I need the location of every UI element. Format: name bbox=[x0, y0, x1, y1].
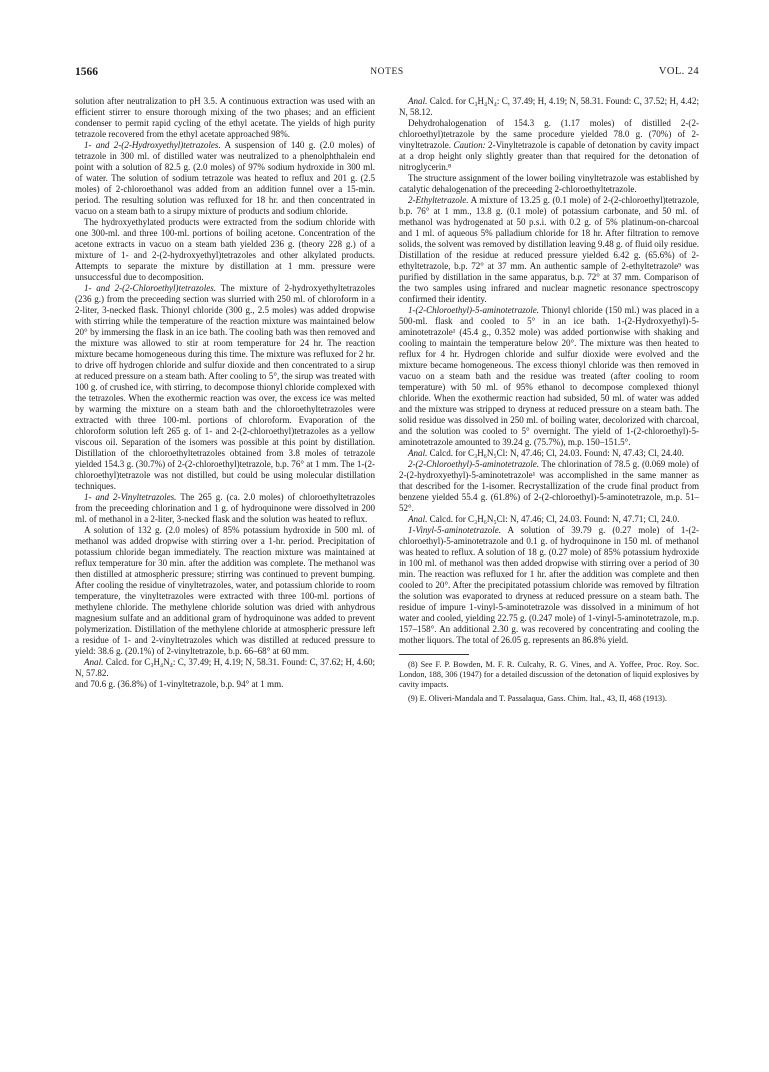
paragraph bbox=[75, 283, 375, 492]
paragraph bbox=[399, 195, 699, 305]
footnote-8: (8) See F. P. Bowden, M. F. R. Culcahy, R. G. Vines, and A. Yoffee, Proc. Roy. Soc. London, 188, 306 (1947) for a detailed discussion of the detonation of liquid explosives by cavity impacts. bbox=[399, 660, 699, 689]
left-column bbox=[75, 96, 375, 690]
paragraph-text: The mixture of 2-hydroxyethyltetrazoles (236 g.) from the preceeding section was slurried with 250 ml. of chloroform in a 2-liter, 3-necked flask. Thionyl chloride (300 g., 2.5 moles) was added dropwise with stirring while the temperature of the reaction mixture was maintained below 20° by immersing the flask in an ice bath. The cooling bath was then removed and the mixture was allowed to stir at room temperature for 24 hr. The reaction mixture became homogeneous during this time. The mixture was refluxed for 2 hr. to drive off hydrogen chloride and sulfur dioxide and then concentrated to a sirup at reduced pressure on a steam bath. After cooling to 5°, the sirup was treated with 100 g. of crushed ice, with stirring, to decompose thionyl chloride complexed with the tetrazoles. When the exothermic reaction was over, the excess ice was melted by warming the mixture on a steam bath and the chloroethyltetrazoles were extracted with three 100-ml. portions of chloroform. Evaporation of the chloroform solution left 265 g. of 1- and 2-(2-chloroethyl)tetrazoles as a yellow viscous oil. Separation of the isomers was possible at this point by distillation. Distillation of the chloroethyltetrazoles obtained from 3.8 moles of tetrazole yielded 154.3 g. (30.7%) of 2-(2-chloroethyl)tetrazole, b.p. 76° at 1 mm. The 1-(2-chloroethyl)tetrazole was not distilled, but could be using molecular distillation techniques. bbox=[75, 283, 375, 491]
section-title: 2-Ethyltetrazole. bbox=[408, 195, 469, 205]
analysis-paragraph bbox=[399, 96, 699, 118]
paragraph: The hydroxyethylated products were extracted from the sodium chloride with one 300-ml. and three 100-ml. portions of boiling acetone. Concentration of the acetone extracts in vacuo on a steam bath yielded 236 g. (theory 228 g.) of a mixture of 1- and 2-(2-hydroxyethyl)tetrazoles and other alkylated products. Attempts to separate the mixture by distillation at 1 mm. pressure were unsuccessful due to decomposition. bbox=[75, 217, 375, 282]
analysis-label: Anal. bbox=[408, 448, 428, 458]
analysis-label: Anal. bbox=[408, 96, 428, 106]
paragraph: and 70.6 g. (36.8%) of 1-vinyltetrazole, b.p. 94° at 1 mm. bbox=[75, 679, 284, 689]
page-number: 1566 bbox=[75, 66, 98, 78]
page-header bbox=[75, 66, 699, 84]
paragraph: A solution of 132 g. (2.0 moles) of 85% potassium hydroxide in 500 ml. of methanol was added dropwise with stirring over a 1-hr. period. Precipitation of potassium chloride began immediately. The reaction mixture was maintained at reflux temperature for 30 min. after the addition was complete. The methanol was then distilled at atmospheric pressure; stirring was continued to prevent bumping. After cooling the residue of vinyltetrazoles, water, and potassium chloride to room temperature, the vinyltetrazoles were extracted with three 100-ml. portions of methylene chloride. The methylene chloride solution was dried with anhydrous magnesium sulfate and an additional gram of hydroquinone was added to prevent polymerization. Distillation of the methylene chloride at atmospheric pressure left a residue of 1- and 2-vinyltetrazoles which was distilled at reduced pressure to yield: 38.6 g. (20.1%) of 2-vinyltetrazole, b.p. 66–68° at 60 mm. bbox=[75, 525, 375, 656]
paragraph-text: Dehydrohalogenation of 154.3 g. (1.17 moles) of distilled 2-(2-chloroethyl)tetrazole by the same procedure yielded 78.0 g. (70%) of 2-vinyltetrazole. bbox=[399, 118, 699, 150]
section-title: 2-(2-Chloroethyl)-5-aminotetrazole. bbox=[408, 459, 540, 469]
section-title: 1-(2-Chloroethyl)-5-aminotetrazole. bbox=[408, 305, 540, 315]
paragraph-text: A mixture of 13.25 g. (0.1 mole) of 2-(2-chloroethyl)tetrazole, b.p. 76° at 1 mm., 13.8 g. (0.1 mole) of potassium carbonate, and 50 ml. of methanol was hydrogenated at 50 p.s.i. with 0.2 g. of 5% platinum-on-charcoal and 1 ml. of aqueous 5% palladium chloride for 18 hr. After filtration to remove solids, the solvent was removed by distillation leaving 9.48 g. of fluid oily residue. Distillation of the residue at reduced pressure yielded 6.42 g. (65.6%) of 2-ethyltetrazole, b.p. 72° at 37 mm. An authentic sample of 2-ethyltetrazole⁹ was purified by distillation in the same apparatus, b.p. 72° at 37 mm. Comparison of the two samples using infrared and nuclear magnetic resonance spectroscopy confirmed their identity. bbox=[399, 195, 699, 304]
section-title: 1- and 2-Vinyltetrazoles. bbox=[84, 492, 177, 502]
footnote-divider bbox=[399, 654, 469, 655]
paragraph bbox=[399, 305, 699, 448]
paragraph: The structure assignment of the lower boiling vinyltetrazole was established by catalytic dehalogenation of the preceeding 2-chloroethyltetrazole. bbox=[399, 173, 699, 194]
section-title: 1- and 2-(2-Hydroxyethyl)tetrazoles. bbox=[84, 140, 221, 150]
analysis-label: Anal. bbox=[408, 514, 428, 524]
paragraph-text: A solution of 39.79 g. (0.27 mole) of 1-(2-chloroethyl)-5-aminotetrazole and 0.1 g. of hydroquinone in 150 ml. of methanol was heated to reflux. A solution of 18 g. (0.27 mole) of 85% potassium hydroxide in 100 ml. of methanol was then added dropwise with stirring over a period of 30 min. The reaction was refluxed for 1 hr. after the addition was complete and then cooled to 20°. After the precipitated potassium chloride was removed by filtration the solution was evaporated to dryness at reduced pressure on a steam bath. The residue of impure 1-vinyl-5-aminotetrazole was dissolved in a minimum of hot water and cooled, yielding 22.75 g. (0.247 mole) of 1-vinyl-5-aminotetrazole, m.p. 157–158°. An additional 2.30 g. was recovered by concentrating and cooling the mother liquors. The total of 26.05 g. represents an 86.8% yield. bbox=[399, 525, 699, 645]
paragraph bbox=[75, 140, 375, 217]
paragraph bbox=[399, 459, 699, 514]
paragraph-text: Thionyl chloride (150 ml.) was placed in a 500-ml. flask and cooled to 5° in an ice bath. 1-(2-Hydroxyethyl)-5-aminotetrazole¹ (45.4 g., 0.352 mole) was added portionwise with shaking and cooling to maintain the temperature below 20°. The mixture was then heated to reflux for 4 hr. Hydrogen chloride and sulfur dioxide were evolved and the mixture became homogeneous. The excess thionyl chloride was then removed in vacuo on a steam bath and the residue was treated (after cooling to room temperature) with 50 ml. of 95% ethanol to decompose complexed thionyl chloride. When the exothermic reaction had subsided, 50 ml. of water was added and the mixture was stripped to dryness at reduced pressure on a steam bath. The solid residue was dissolved in 250 ml. of boiling water, decolorized with charcoal, and the solution was cooled to 5° overnight. The yield of 1-(2-chloroethyl)-5-aminotetrazole amounted to 39.24 g. (75.7%), m.p. 150–151.5°. bbox=[399, 305, 699, 447]
analysis-text: Calcd. for C₃H₆N₅Cl: N, 47.46; Cl, 24.03. Found: N, 47.71; Cl, 24.0. bbox=[427, 514, 680, 524]
paragraph: solution after neutralization to pH 3.5. A continuous extraction was used with an efficient stirrer to ensure thorough mixing of the two phases; and an efficient condenser to permit rapid cycling of the ethyl acetate. The yields of high purity tetrazole recovered from the ethyl acetate approached 98%. bbox=[75, 96, 375, 139]
caution-label: Caution: bbox=[453, 140, 486, 150]
analysis-text: Calcd. for C₃H₄N₄: C, 37.49; H, 4.19; N, 58.31. Found: C, 37.52; H, 4.42; N, 58.12. bbox=[399, 96, 699, 117]
analysis-paragraph bbox=[399, 448, 699, 459]
analysis-text: Calcd. for C₃H₄N₄: C, 37.49; H, 4.19; N, 58.31. Found: C, 37.62; H, 4.60; N, 57.82. bbox=[75, 657, 375, 678]
paragraph bbox=[399, 525, 699, 646]
analysis-text: Calcd. for C₃H₆N₅Cl: N, 47.46; Cl, 24.03. Found: N, 47.43; Cl, 24.40. bbox=[427, 448, 684, 458]
paragraph bbox=[399, 118, 699, 173]
analysis-label: Anal. bbox=[84, 657, 104, 667]
paragraph-text: 2-Vinyltetrazole is capable of detonation by cavity impact at a drop height only slightly greater than that required for the detonation of nitroglycerin.⁸ bbox=[399, 140, 699, 172]
paragraph-text: A suspension of 140 g. (2.0 moles) of tetrazole in 300 ml. of distilled water was neutralized to a phenolphthalein end point with a solution of 82.5 g. (2.0 moles) of 97% sodium hydroxide in 300 ml. of water. The solution of sodium tetrazole was heated to reflux and 201 g. (2.5 moles) of 2-chloroethanol was added from an addition funnel over a 15-min. period. The resulting solution was refluxed for 18 hr. and then concentrated in vacuo on a steam bath to a sirupy mixture of products and sodium chloride. bbox=[75, 140, 376, 216]
section-title: 1-Vinyl-5-aminotetrazole. bbox=[408, 525, 502, 535]
paragraph bbox=[75, 492, 375, 525]
right-column bbox=[399, 96, 699, 708]
paragraph-text: The 265 g. (ca. 2.0 moles) of chloroethyltetrazoles from the preceeding chlorination and 1 g. of hydroquinone were dissolved in 200 ml. of methanol in a 2-liter, 3-necked flask and the solution was heated to reflux. bbox=[75, 492, 376, 524]
paragraph-text: The chlorination of 78.5 g. (0.069 mole) of 2-(2-hydroxyethyl)-5-aminotetrazole¹ was accomplished in the same manner as that described for the 1-isomer. Recrystallization of the crude final product from benzene yielded 55.4 g. (61.8%) of 2-(2-chloroethyl)-5-aminotetrazole, m.p. 51–52°. bbox=[399, 459, 699, 513]
analysis-paragraph bbox=[399, 514, 699, 525]
running-head: NOTES bbox=[370, 67, 404, 77]
section-title: 1- and 2-(2-Chloroethyl)tetrazoles. bbox=[84, 283, 217, 293]
analysis-paragraph bbox=[75, 657, 375, 679]
volume-label: VOL. 24 bbox=[658, 66, 699, 77]
footnote-9: (9) E. Oliveri-Mandala and T. Passalaqua, Gass. Chim. Ital., 43, II, 468 (1913). bbox=[408, 694, 667, 703]
